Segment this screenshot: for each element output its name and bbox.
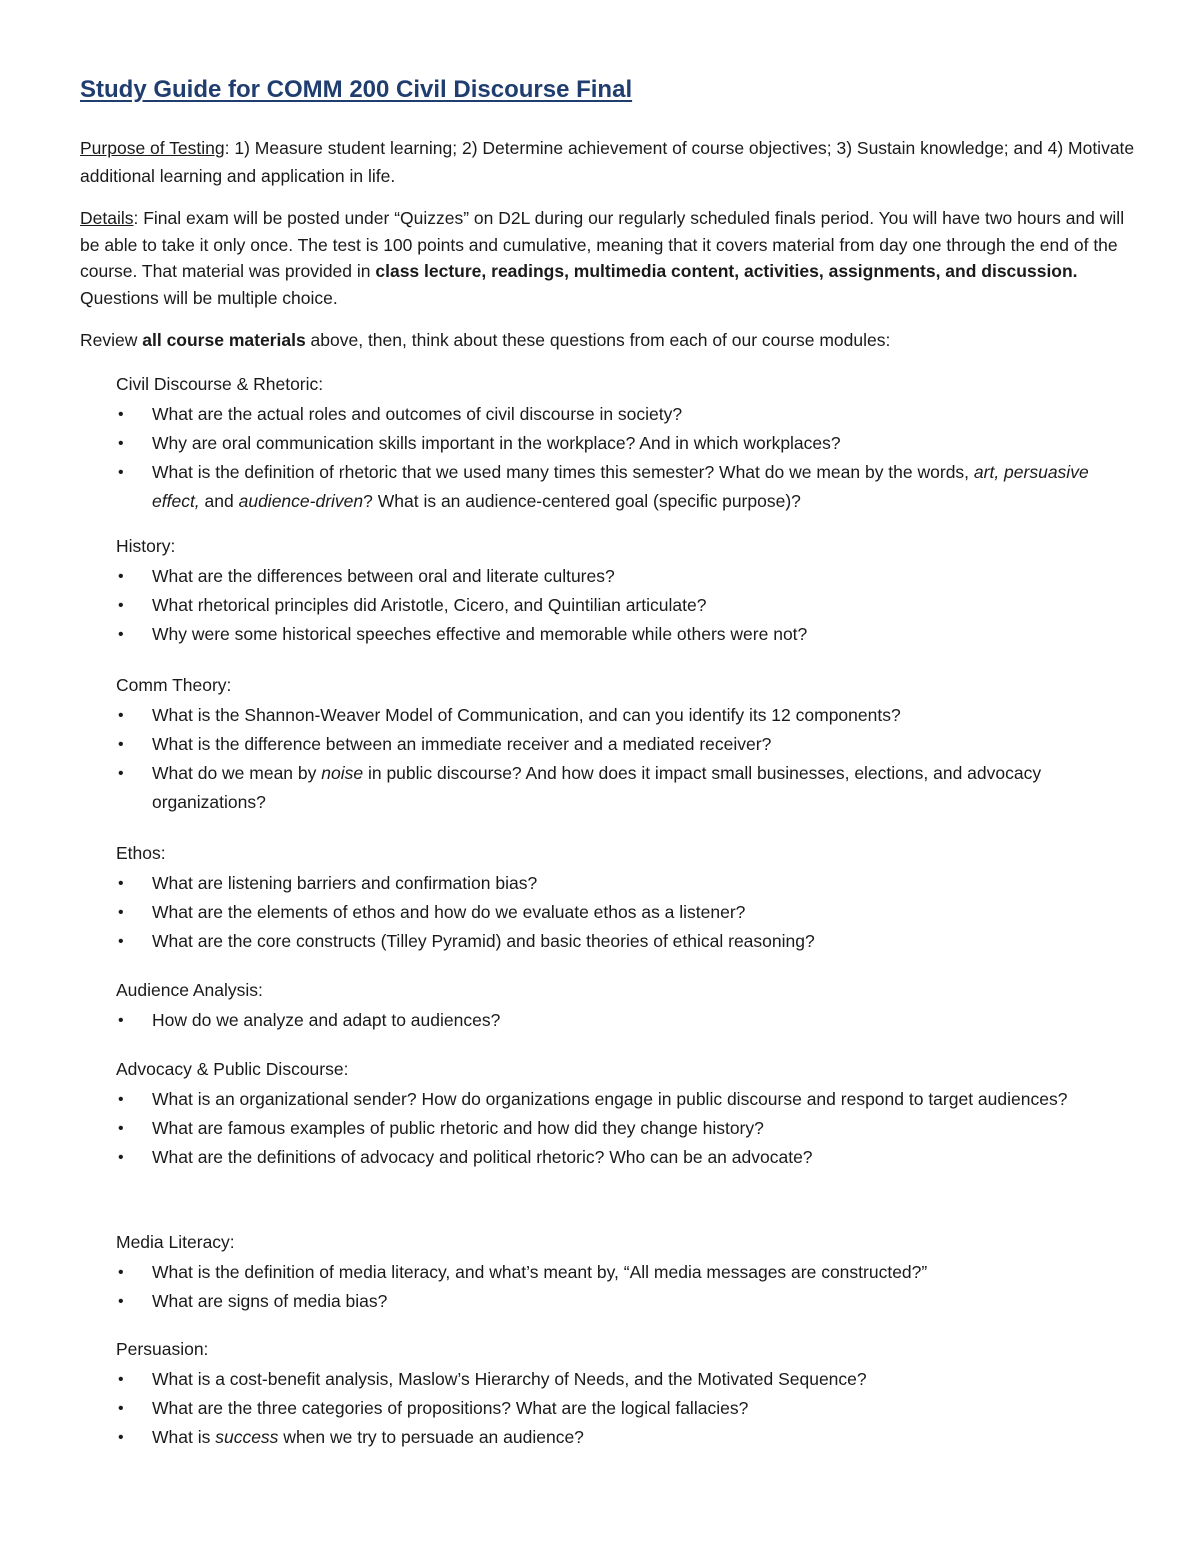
question-text: What is the difference between an immediate receiver and a mediated receiver? bbox=[152, 734, 772, 754]
question-text: and bbox=[199, 491, 239, 511]
bullet-icon: • bbox=[118, 435, 124, 452]
question-italic-text: art, persuasive effect, bbox=[152, 462, 1089, 511]
list-item bbox=[116, 1394, 1126, 1423]
section-title: History: bbox=[116, 536, 176, 556]
bullet-icon: • bbox=[118, 568, 124, 585]
list-item bbox=[116, 1114, 1126, 1143]
bullet-icon: • bbox=[118, 1264, 124, 1281]
purpose-paragraph bbox=[80, 134, 1135, 190]
purpose-label: Purpose of Testing bbox=[80, 138, 225, 158]
section-history bbox=[116, 534, 1126, 649]
bullet-icon: • bbox=[118, 626, 124, 643]
question-text: What is a cost-benefit analysis, Maslow’s Hierarchy of Needs, and the Motivated Sequence? bbox=[152, 1369, 867, 1389]
question-text: What rhetorical principles did Aristotle, Cicero, and Quintilian articulate? bbox=[152, 595, 707, 615]
section-title: Audience Analysis: bbox=[116, 980, 263, 1000]
bullet-icon: • bbox=[118, 1400, 124, 1417]
details-paragraph bbox=[80, 205, 1135, 311]
review-text-1: Review bbox=[80, 330, 143, 350]
list-item bbox=[116, 1365, 1126, 1394]
list-item bbox=[116, 1287, 1126, 1316]
question-text: in public discourse? And how does it impact small businesses, elections, and advocacy organizations? bbox=[152, 763, 1042, 812]
section-civil-discourse bbox=[116, 372, 1126, 516]
details-text-2: Questions will be multiple choice. bbox=[80, 287, 338, 308]
question-list bbox=[116, 400, 1126, 516]
question-text: What are famous examples of public rhetoric and how did they change history? bbox=[152, 1118, 764, 1138]
question-list bbox=[116, 869, 1126, 956]
bullet-icon: • bbox=[118, 1429, 124, 1446]
section-media-literacy bbox=[116, 1230, 1126, 1316]
question-text: What is bbox=[152, 1427, 216, 1447]
list-item bbox=[116, 869, 1126, 898]
question-text: What are signs of media bias? bbox=[152, 1291, 388, 1311]
list-item bbox=[116, 898, 1126, 927]
list-item bbox=[116, 1423, 1126, 1452]
question-text: when we try to persuade an audience? bbox=[278, 1427, 584, 1447]
list-item bbox=[116, 701, 1126, 730]
bullet-icon: • bbox=[118, 933, 124, 950]
bullet-icon: • bbox=[118, 406, 124, 423]
bullet-icon: • bbox=[118, 1012, 124, 1029]
list-item bbox=[116, 1085, 1126, 1114]
bullet-icon: • bbox=[118, 707, 124, 724]
list-item bbox=[116, 1006, 1126, 1035]
review-paragraph bbox=[80, 327, 1135, 354]
purpose-text: : 1) Measure student learning; 2) Determine achievement of course objectives; 3) Sustain knowledge; and 4) Motivate additional learning and application in life. bbox=[80, 138, 1135, 186]
review-text-2: above, then, think about these questions from each of our course modules: bbox=[305, 330, 891, 350]
question-list bbox=[116, 562, 1126, 649]
question-text: What is an organizational sender? How do organizations engage in public discourse and respond to target audiences? bbox=[152, 1089, 1068, 1109]
section-advocacy bbox=[116, 1057, 1126, 1172]
bullet-icon: • bbox=[118, 1120, 124, 1137]
question-list bbox=[116, 701, 1126, 817]
page-title: Study Guide for COMM 200 Civil Discourse Final bbox=[80, 76, 633, 103]
question-text: Why were some historical speeches effective and memorable while others were not? bbox=[152, 624, 808, 644]
section-comm-theory bbox=[116, 673, 1126, 817]
question-text: What are the differences between oral and literate cultures? bbox=[152, 566, 615, 586]
question-text: What are listening barriers and confirmation bias? bbox=[152, 873, 538, 893]
question-italic-text: audience-driven bbox=[238, 491, 364, 511]
list-item bbox=[116, 458, 1126, 516]
list-item bbox=[116, 1143, 1126, 1172]
review-bold-text: all course materials bbox=[142, 330, 306, 350]
question-text: Why are oral communication skills important in the workplace? And in which workplaces? bbox=[152, 433, 841, 453]
section-persuasion bbox=[116, 1337, 1126, 1452]
bullet-icon: • bbox=[118, 1293, 124, 1310]
section-title: Ethos: bbox=[116, 843, 166, 863]
list-item bbox=[116, 591, 1126, 620]
question-text: ? What is an audience-centered goal (specific purpose)? bbox=[363, 491, 801, 511]
bullet-icon: • bbox=[118, 875, 124, 892]
bullet-icon: • bbox=[118, 1091, 124, 1108]
section-title: Advocacy & Public Discourse: bbox=[116, 1059, 349, 1079]
section-title: Civil Discourse & Rhetoric: bbox=[116, 374, 324, 394]
details-bold-text: class lecture, readings, multimedia content, activities, assignments, and discussion. bbox=[375, 261, 1078, 281]
question-italic-text: success bbox=[215, 1427, 279, 1447]
question-text: What is the definition of media literacy, and what’s meant by, “All media messages are constructed?” bbox=[152, 1262, 928, 1282]
question-text: How do we analyze and adapt to audiences? bbox=[152, 1010, 501, 1030]
bullet-icon: • bbox=[118, 464, 124, 481]
list-item bbox=[116, 759, 1126, 817]
list-item bbox=[116, 562, 1126, 591]
details-label: Details bbox=[80, 208, 134, 228]
question-text: What is the definition of rhetoric that we used many times this semester? What do we mean by the words, bbox=[152, 462, 974, 482]
question-italic-text: noise bbox=[321, 763, 364, 783]
question-text: What are the three categories of propositions? What are the logical fallacies? bbox=[152, 1398, 749, 1418]
section-title: Media Literacy: bbox=[116, 1232, 235, 1252]
bullet-icon: • bbox=[118, 904, 124, 921]
question-text: What is the Shannon-Weaver Model of Communication, and can you identify its 12 components? bbox=[152, 705, 901, 725]
question-text: What are the core constructs (Tilley Pyramid) and basic theories of ethical reasoning? bbox=[152, 931, 815, 951]
question-text: What are the elements of ethos and how do we evaluate ethos as a listener? bbox=[152, 902, 746, 922]
list-item bbox=[116, 730, 1126, 759]
list-item bbox=[116, 1258, 1126, 1287]
question-text: What are the actual roles and outcomes of civil discourse in society? bbox=[152, 404, 683, 424]
section-audience-analysis bbox=[116, 978, 1126, 1035]
list-item bbox=[116, 620, 1126, 649]
section-ethos bbox=[116, 841, 1126, 956]
bullet-icon: • bbox=[118, 597, 124, 614]
list-item bbox=[116, 429, 1126, 458]
bullet-icon: • bbox=[118, 1371, 124, 1388]
bullet-icon: • bbox=[118, 1149, 124, 1166]
section-title: Persuasion: bbox=[116, 1339, 209, 1359]
question-list bbox=[116, 1258, 1126, 1316]
list-item bbox=[116, 927, 1126, 956]
bullet-icon: • bbox=[118, 736, 124, 753]
question-text: What do we mean by bbox=[152, 763, 322, 783]
question-text: What are the definitions of advocacy and political rhetoric? Who can be an advocate? bbox=[152, 1147, 813, 1167]
list-item bbox=[116, 400, 1126, 429]
question-list bbox=[116, 1365, 1126, 1452]
question-list bbox=[116, 1006, 1126, 1035]
section-title: Comm Theory: bbox=[116, 675, 232, 695]
bullet-icon: • bbox=[118, 765, 124, 782]
question-list bbox=[116, 1085, 1126, 1172]
details-text-1: : Final exam will be posted under “Quizzes” on D2L during our regularly scheduled finals period. You will have two hours and will be able to take it only once. The test is 100 points and cumulative, meaning that it covers material from day one through the end of the course. That material was provided in bbox=[80, 208, 1125, 281]
